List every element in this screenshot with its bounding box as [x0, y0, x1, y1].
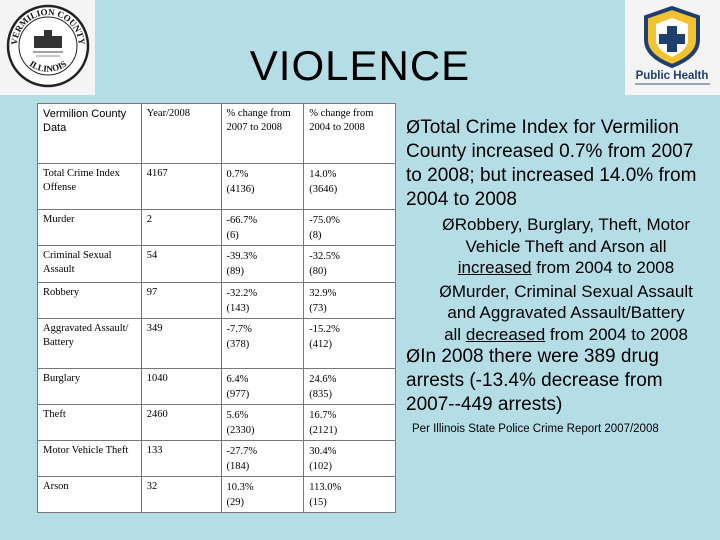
value-2008: 2 — [141, 210, 221, 246]
emphasis-text: increased — [457, 258, 532, 277]
change-2004-2008 — [304, 441, 396, 477]
percent-change: 16.7% — [309, 410, 337, 421]
emphasis-text: decreased — [465, 324, 546, 344]
row-label: Criminal Sexual Assault — [38, 246, 142, 283]
base-count: (2330) — [226, 425, 255, 436]
base-count: (835) — [309, 389, 333, 400]
base-count: (15) — [309, 497, 327, 508]
bullet-arrow-icon: Ø — [406, 117, 421, 138]
percent-change: 6.4% — [226, 374, 249, 385]
base-count: (73) — [309, 303, 327, 314]
change-2004-2008 — [304, 246, 396, 283]
row-label: Robbery — [38, 283, 142, 319]
change-2004-2008 — [304, 319, 396, 369]
percent-change: -32.5% — [309, 251, 340, 262]
base-count: (378) — [226, 339, 250, 350]
percent-change: 14.0% — [309, 169, 337, 180]
table-row — [38, 319, 396, 369]
percent-change: -27.7% — [226, 446, 258, 457]
base-count: (184) — [226, 461, 250, 472]
change-2004-2008 — [304, 283, 396, 319]
row-label: Arson — [38, 477, 142, 513]
bullet-point — [406, 116, 698, 212]
base-count: (6) — [226, 230, 239, 241]
percent-change: -7.7% — [226, 324, 252, 335]
column-header: Vermilion County Data — [38, 104, 142, 164]
base-count: (8) — [309, 230, 322, 241]
page-title: VIOLENCE — [249, 42, 471, 89]
table-row — [38, 246, 396, 283]
percent-change: -75.0% — [309, 215, 340, 226]
percent-change: 32.9% — [309, 288, 337, 299]
percent-change: 10.3% — [226, 482, 254, 493]
table-row — [38, 405, 396, 441]
percent-change: 30.4% — [309, 446, 337, 457]
percent-change: 24.6% — [309, 374, 337, 385]
table-row — [38, 210, 396, 246]
base-count: (143) — [226, 303, 250, 314]
value-2008: 4167 — [141, 164, 221, 210]
percent-change: -66.7% — [226, 215, 258, 226]
percent-change: 0.7% — [226, 169, 249, 180]
bullet-text: from 2004 to 2008 — [531, 258, 675, 277]
table-row — [38, 164, 396, 210]
value-2008: 32 — [141, 477, 221, 513]
row-label: Aggravated Assault/ Battery — [38, 319, 142, 369]
change-2007-2008 — [221, 210, 304, 246]
base-count: (102) — [309, 461, 333, 472]
value-2008: 2460 — [141, 405, 221, 441]
sub-bullet-point — [438, 214, 694, 279]
change-2007-2008 — [221, 441, 304, 477]
percent-change: 113.0% — [309, 482, 342, 493]
svg-text:ILLINOIS: ILLINOIS — [27, 58, 69, 74]
bullet-text: Murder, Criminal Sexual Assault and Aggravated Assault/Battery all — [444, 281, 693, 344]
value-2008: 1040 — [141, 369, 221, 405]
percent-change: -32.2% — [226, 288, 258, 299]
base-count: (977) — [226, 389, 250, 400]
crime-data-table — [37, 103, 396, 513]
percent-change: -15.2% — [309, 324, 340, 335]
row-label: Burglary — [38, 369, 142, 405]
svg-text:VERMILION COUNTY: VERMILION COUNTY — [8, 6, 88, 46]
table-row — [38, 477, 396, 513]
column-header: Year/2008 — [141, 104, 221, 164]
bullet-arrow-icon: Ø — [439, 281, 452, 301]
column-header: % change from 2007 to 2008 — [221, 104, 304, 164]
bullet-arrow-icon: Ø — [406, 346, 421, 367]
row-label: Murder — [38, 210, 142, 246]
bullet-arrow-icon: Ø — [442, 215, 455, 234]
base-count: (2121) — [309, 425, 338, 436]
change-2004-2008 — [304, 477, 396, 513]
row-label: Theft — [38, 405, 142, 441]
base-count: (29) — [226, 497, 245, 508]
bullet-text: In 2008 there were 389 drug arrests (-13.4% decrease from 2007--449 arrests) — [406, 346, 663, 415]
change-2004-2008 — [304, 405, 396, 441]
bullet-text: Total Crime Index for Vermilion County increased 0.7% from 2007 to 2008; but increased 14.0% from 2004 to 2008 — [406, 117, 697, 210]
base-count: (4136) — [226, 184, 255, 195]
row-label: Motor Vehicle Theft — [38, 441, 142, 477]
base-count: (89) — [226, 266, 245, 277]
base-count: (80) — [309, 266, 327, 277]
summary-panel — [406, 116, 698, 435]
percent-change: -39.3% — [226, 251, 258, 262]
bullet-point — [406, 345, 698, 417]
svg-text:Public Health: Public Health — [635, 70, 709, 82]
value-2008: 349 — [141, 319, 221, 369]
value-2008: 97 — [141, 283, 221, 319]
value-2008: 54 — [141, 246, 221, 283]
column-header: % change from 2004 to 2008 — [304, 104, 396, 164]
source-note: Per Illinois State Police Crime Report 2007/2008 — [412, 423, 659, 435]
change-2007-2008 — [221, 477, 304, 513]
change-2007-2008 — [221, 319, 304, 369]
table-header-row — [38, 104, 396, 164]
table-row — [38, 283, 396, 319]
bullet-text: Robbery, Burglary, Theft, Motor Vehicle Theft and Arson all — [454, 215, 690, 256]
table-row — [38, 441, 396, 477]
change-2007-2008 — [221, 283, 304, 319]
change-2007-2008 — [221, 405, 304, 441]
change-2004-2008 — [304, 210, 396, 246]
change-2004-2008 — [304, 164, 396, 210]
base-count: (412) — [309, 339, 333, 350]
percent-change: 5.6% — [226, 410, 249, 421]
base-count: (3646) — [309, 184, 338, 195]
change-2007-2008 — [221, 246, 304, 283]
value-2008: 133 — [141, 441, 221, 477]
change-2007-2008 — [221, 369, 304, 405]
change-2007-2008 — [221, 164, 304, 210]
table-row — [38, 369, 396, 405]
bullet-text: from 2004 to 2008 — [545, 324, 688, 344]
sub-bullet-point — [438, 281, 694, 346]
row-label: Total Crime Index Offense — [38, 164, 142, 210]
change-2004-2008 — [304, 369, 396, 405]
